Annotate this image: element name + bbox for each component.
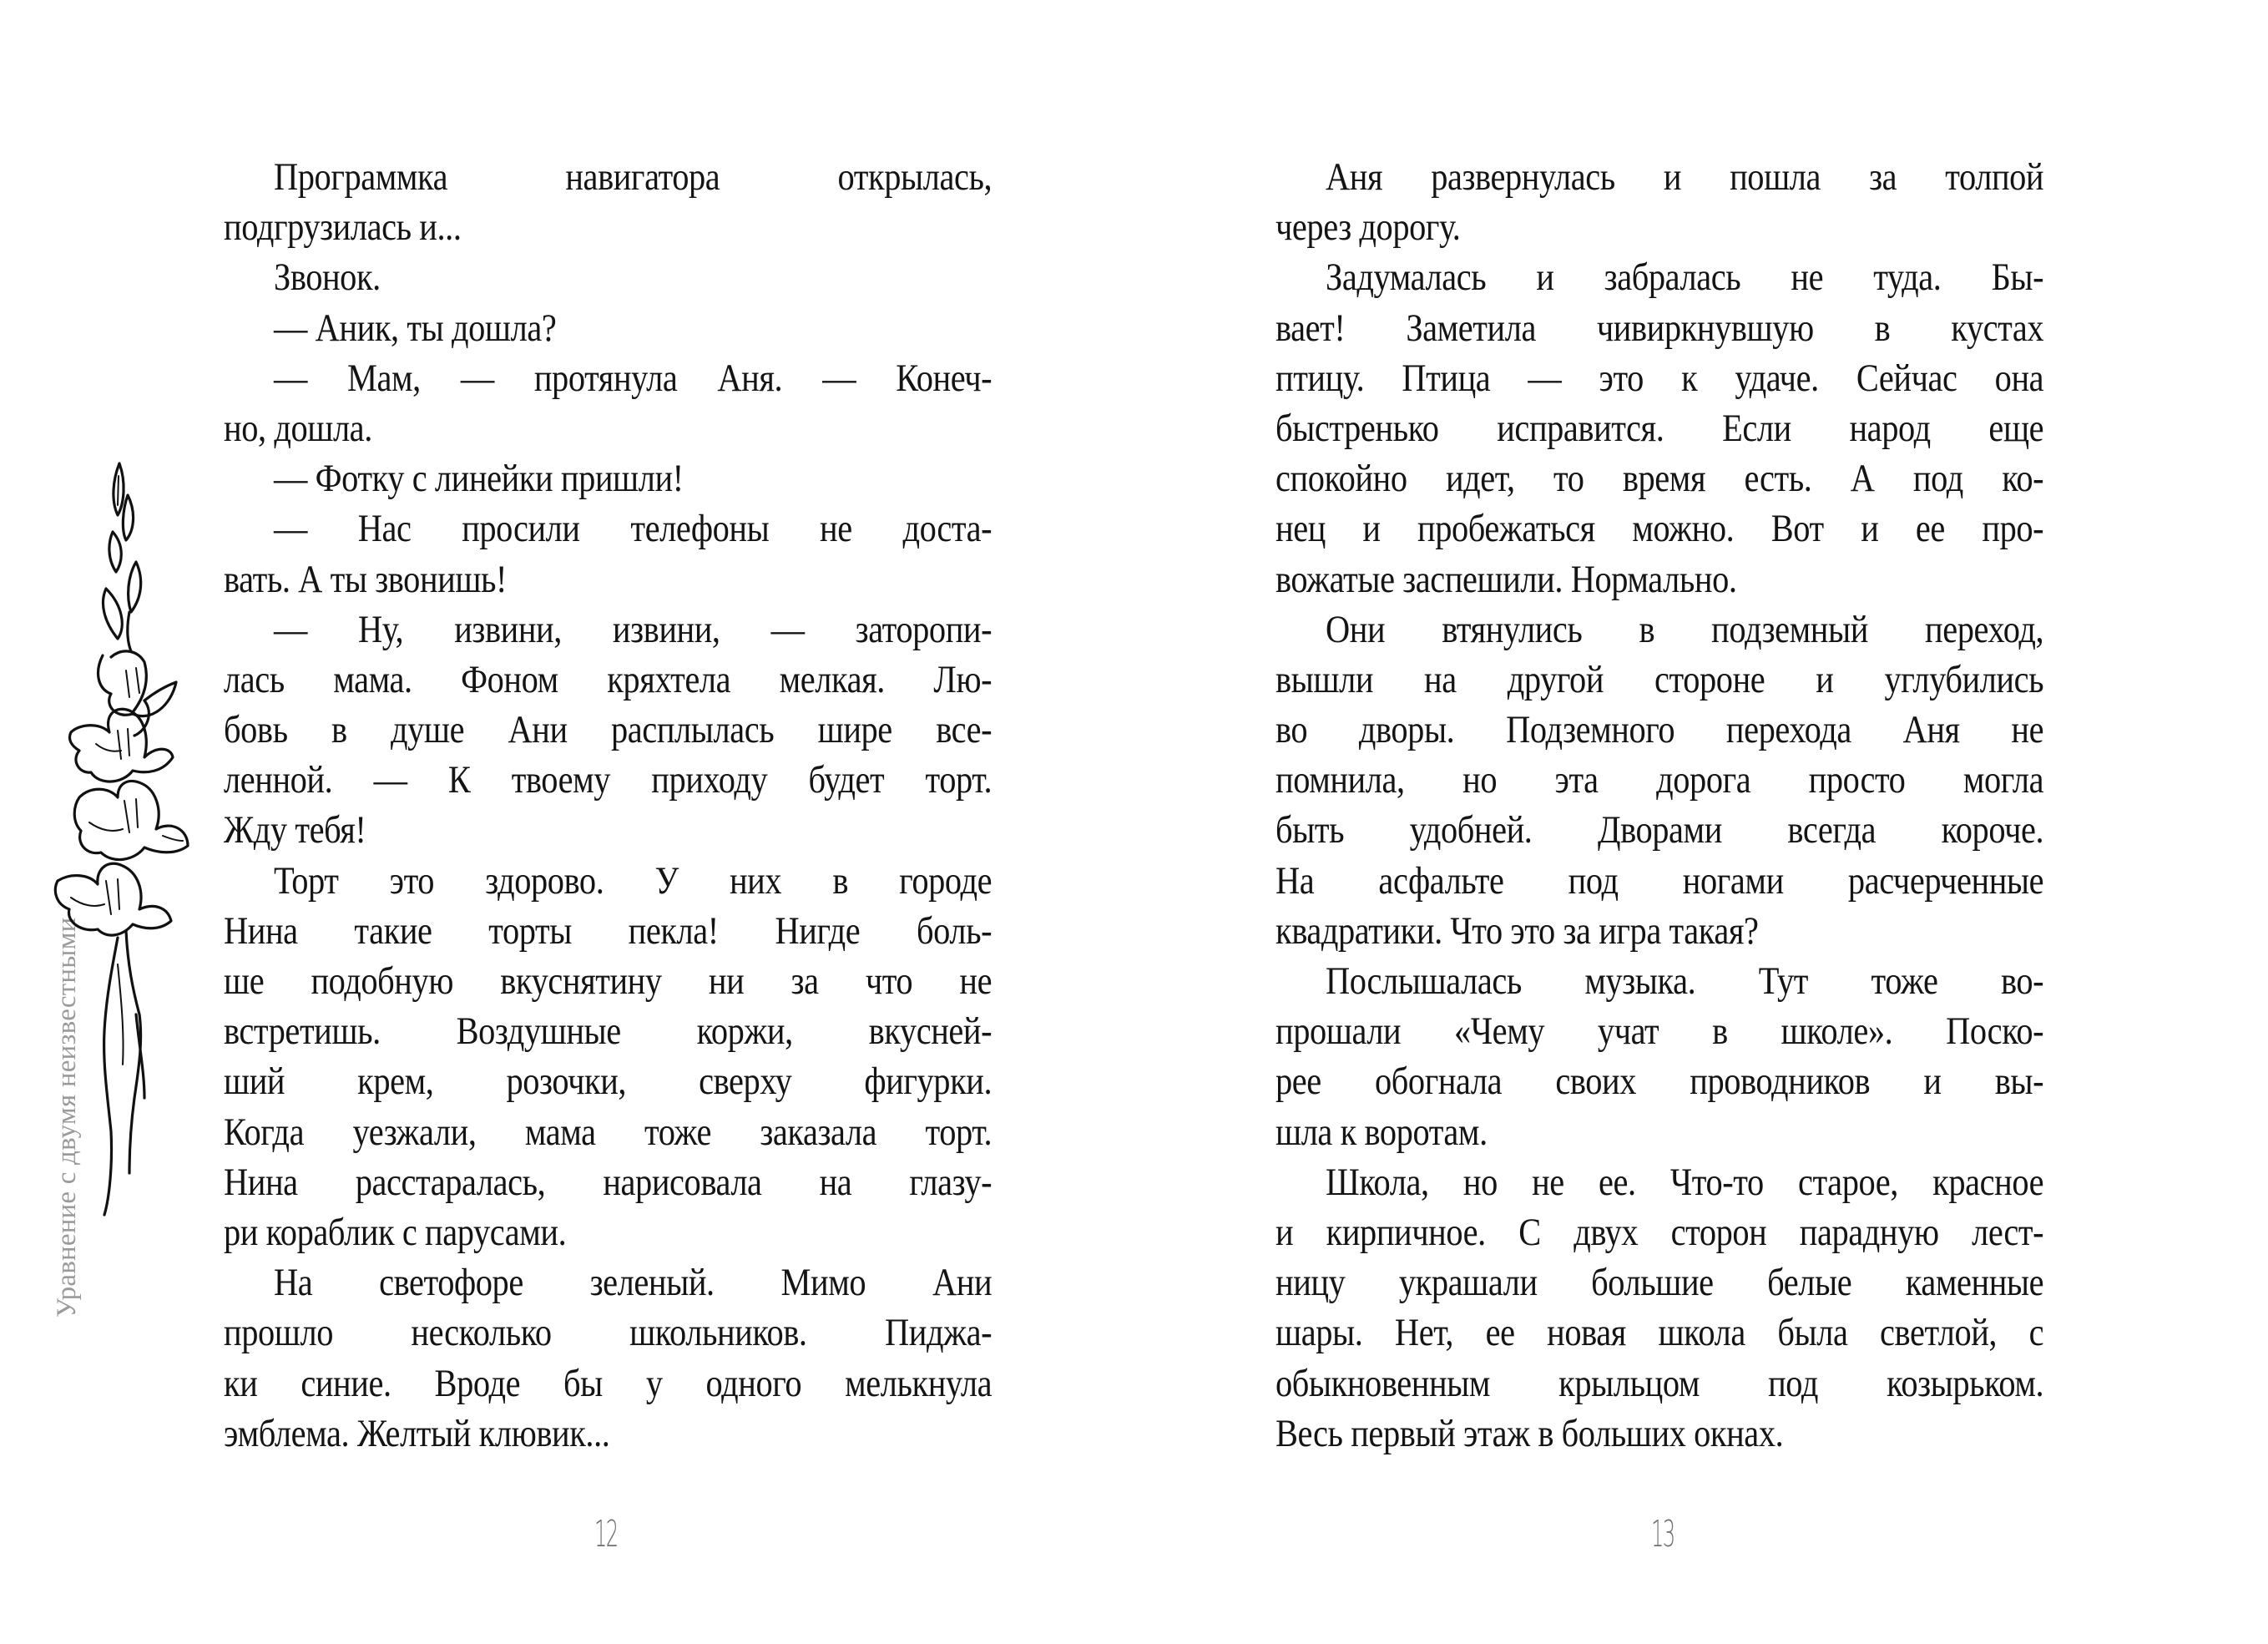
text-line	[1275, 453, 2043, 503]
text-line-content: прошали «Чему учат в школе». Поско-	[1275, 1009, 2044, 1054]
text-line	[1275, 202, 2043, 252]
text-line-content: птицу. Птица — это к удаче. Сейчас она	[1275, 356, 2044, 400]
text-line-content: Аня развернулась и пошла за толпой	[1326, 155, 2044, 199]
text-line	[1275, 1358, 2043, 1409]
text-line	[1275, 303, 2043, 353]
text-line-content: ки синие. Вроде бы у одного мелькнула	[224, 1361, 993, 1405]
text-line-content: ше подобную вкуснятину ни за что не	[224, 959, 993, 1003]
text-line-content: — Фотку с линейки пришли!	[274, 457, 684, 501]
text-line-content: Программка навигатора открылась,	[274, 155, 993, 199]
text-line-content: обыкновенным крыльцом под козырьком.	[1275, 1361, 2044, 1405]
text-line	[1275, 856, 2043, 906]
text-line	[1275, 403, 2043, 453]
text-line-content: — Ну, извини, извини, — заторопи-	[274, 607, 993, 651]
text-line-content: спокойно идет, то время есть. А под ко-	[1275, 457, 2044, 501]
text-line	[1275, 1409, 2043, 1459]
text-line	[1275, 1056, 2043, 1106]
text-line-content: Весь первый этаж в больших окнах.	[1275, 1411, 1784, 1455]
text-line-content: но, дошла.	[224, 406, 372, 450]
page-number: 12	[594, 1513, 618, 1555]
text-line-content: лась мама. Фоном кряхтела мелкая. Лю-	[224, 657, 993, 701]
page-number: 13	[1651, 1513, 1674, 1555]
text-line-content: — Нас просили телефоны не доста-	[274, 507, 993, 551]
text-line-content: эмблема. Желтый клювик...	[224, 1411, 610, 1455]
text-line	[224, 906, 992, 956]
text-line	[1275, 353, 2043, 403]
text-line-content: Задумалась и забралась не туда. Бы-	[1326, 255, 2044, 300]
right-page	[1134, 0, 2268, 1644]
text-line-content: рее обогнала своих проводников и вы-	[1275, 1060, 2044, 1104]
text-line	[224, 604, 992, 655]
text-line	[224, 1006, 992, 1056]
text-line-content: нец и пробежаться можно. Вот и ее про-	[1275, 507, 2044, 551]
text-line-content: — Мам, — протянула Аня. — Конеч-	[274, 356, 993, 400]
text-line	[224, 956, 992, 1006]
text-line	[224, 856, 992, 906]
text-line	[224, 1207, 992, 1257]
text-line-content: помнила, но эта дорога просто могла	[1275, 758, 2044, 802]
text-line	[1275, 1257, 2043, 1308]
text-line-content: подгрузилась и...	[224, 205, 462, 250]
text-line-content: Они втянулись в подземный переход,	[1326, 607, 2044, 651]
text-line-content: прошло несколько школьников. Пиджа-	[224, 1311, 993, 1355]
text-line-content: квадратики. Что это за игра такая?	[1275, 908, 1759, 953]
text-line-content: Нина расстаралась, нарисовала на глазу-	[224, 1160, 993, 1204]
text-line	[224, 252, 992, 302]
text-line	[224, 1358, 992, 1409]
text-line	[1275, 705, 2043, 755]
text-line	[224, 303, 992, 353]
text-line-content: быстренько исправится. Если народ еще	[1275, 406, 2044, 450]
text-line	[1275, 1207, 2043, 1257]
text-line	[1275, 1006, 2043, 1056]
text-line	[1275, 906, 2043, 956]
text-line	[224, 755, 992, 805]
text-line-content: шары. Нет, ее новая школа была светлой, с	[1275, 1311, 2044, 1355]
text-line-content: быть удобней. Дворами всегда короче.	[1275, 808, 2044, 852]
text-line	[224, 202, 992, 252]
text-line	[224, 353, 992, 403]
text-line-content: вышли на другой стороне и углубились	[1275, 657, 2044, 701]
text-line	[1275, 755, 2043, 805]
text-line	[1275, 554, 2043, 604]
text-line	[224, 1409, 992, 1459]
text-line-content: вать. А ты звонишь!	[224, 557, 508, 601]
text-line-content: ший крем, розочки, сверху фигурки.	[224, 1060, 993, 1104]
text-line-content: во дворы. Подземного перехода Аня не	[1275, 708, 2044, 752]
text-line-content: шла к воротам.	[1275, 1110, 1488, 1154]
text-line-content: вает! Заметила чивиркнувшую в кустах	[1275, 306, 2044, 350]
text-line	[1275, 956, 2043, 1006]
text-line-content: ницу украшали большие белые каменные	[1275, 1261, 2044, 1305]
text-line	[224, 403, 992, 453]
text-line	[224, 1157, 992, 1207]
text-line-content: — Аник, ты дошла?	[274, 306, 557, 350]
text-line-content: Жду тебя!	[224, 808, 366, 852]
text-line	[224, 1257, 992, 1308]
text-line-content: встретишь. Воздушные коржи, вкусней-	[224, 1009, 993, 1054]
text-line	[224, 1107, 992, 1157]
text-line	[1275, 1308, 2043, 1358]
text-line	[224, 1056, 992, 1106]
text-line	[224, 655, 992, 705]
text-line-content: Звонок.	[274, 255, 381, 300]
text-line	[1275, 1107, 2043, 1157]
text-line	[1275, 655, 2043, 705]
text-line-content: Нина такие торты пекла! Нигде боль-	[224, 908, 993, 953]
text-line-content: через дорогу.	[1275, 205, 1461, 250]
text-line	[1275, 805, 2043, 855]
text-line-content: ри кораблик с парусами.	[224, 1210, 567, 1254]
text-line	[1275, 604, 2043, 655]
text-line-content: бовь в душе Ани расплылась шире все-	[224, 708, 993, 752]
text-line-content: Послышалась музыка. Тут тоже во-	[1326, 959, 2044, 1003]
text-line-content: Школа, но не ее. Что-то старое, красное	[1326, 1160, 2044, 1204]
right-page-text	[1275, 152, 2043, 1459]
text-line	[1275, 252, 2043, 302]
text-line-content: Когда уезжали, мама тоже заказала торт.	[224, 1110, 993, 1154]
text-line-content: На асфальте под ногами расчерченные	[1275, 858, 2044, 903]
text-line	[224, 705, 992, 755]
text-line-content: ленной. — К твоему приходу будет торт.	[224, 758, 993, 802]
running-head: Уравнение с двумя неизвестными	[52, 917, 82, 1318]
text-line-content: вожатые заспешили. Нормально.	[1275, 557, 1737, 601]
text-line	[224, 554, 992, 604]
text-line	[224, 152, 992, 202]
text-line	[224, 503, 992, 554]
left-page-text	[224, 152, 992, 1459]
text-line	[1275, 152, 2043, 202]
text-line	[224, 805, 992, 855]
text-line	[224, 1308, 992, 1358]
text-line-content: и кирпичное. С двух сторон парадную лест-	[1275, 1210, 2044, 1254]
text-line	[224, 453, 992, 503]
text-line	[1275, 503, 2043, 554]
text-line-content: Торт это здорово. У них в городе	[274, 858, 993, 903]
text-line-content: На светофоре зеленый. Мимо Ани	[274, 1261, 993, 1305]
text-line	[1275, 1157, 2043, 1207]
